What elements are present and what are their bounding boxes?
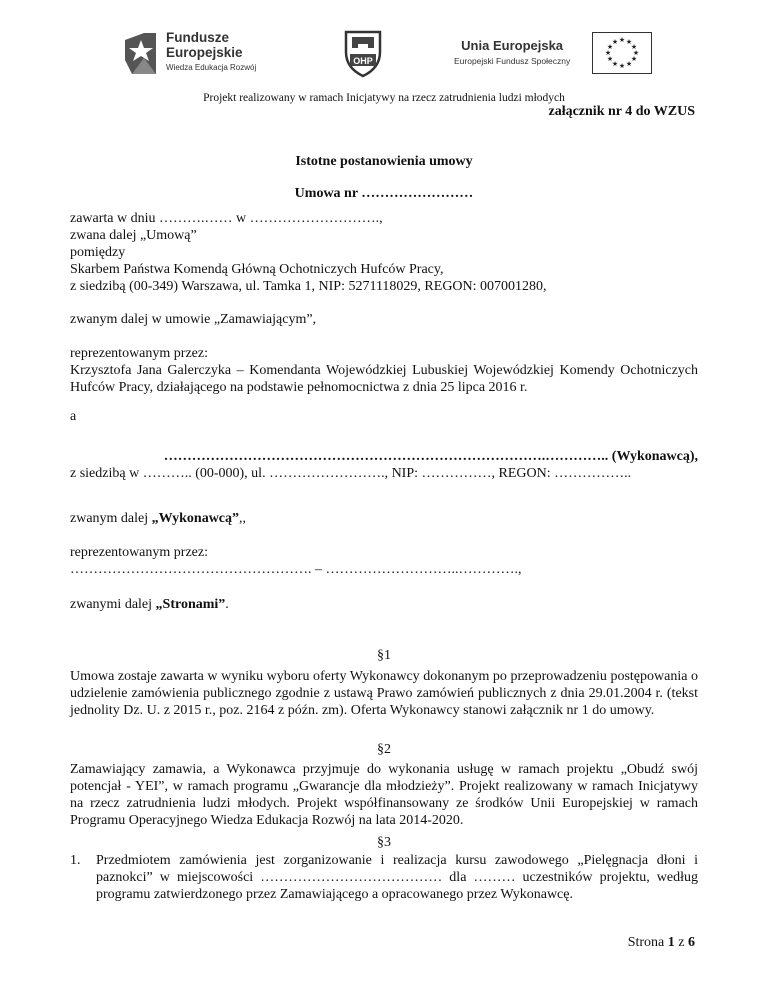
svg-text:★: ★	[630, 43, 638, 51]
wykonawca-alias	[70, 510, 698, 527]
footer-page-number: 1	[667, 935, 675, 950]
wykonawca-alias-pre: zwanym dalej	[70, 511, 152, 526]
footer-mid: z	[674, 935, 688, 950]
document-title: Istotne postanowienia umowy	[295, 154, 473, 169]
ohp-label: OHP	[353, 56, 373, 66]
svg-text:★: ★	[618, 36, 626, 44]
svg-text:★: ★	[606, 43, 614, 51]
ue-text-block	[454, 38, 570, 66]
svg-text:★: ★	[611, 60, 619, 68]
svg-text:★: ★	[625, 38, 633, 46]
fe-line1: Fundusze	[166, 30, 229, 45]
fe-line3: Wiedza Edukacja Rozwój	[166, 63, 257, 72]
ue-line2: Europejski Fundusz Społeczny	[454, 56, 571, 66]
ohp-shield-icon	[340, 28, 386, 78]
representative-2-label: reprezentowanym przez:	[70, 545, 208, 560]
svg-text:★: ★	[632, 49, 640, 57]
strony-alias-bold: „Stronami”	[155, 597, 226, 612]
fe-text-block	[166, 30, 256, 72]
representative-1-text: Krzysztofa Jana Galerczyka – Komendanta Wojewódzkiej Lubuskiej Wojewódzkiej Komendy Ochotniczych Hufców Pracy, działającego na podstawie pełnomocnictwa z dnia 25 lipca 2016 r.	[70, 363, 698, 395]
wykonawca-alias-post: ,,	[239, 511, 247, 526]
section-3-heading: §3	[377, 835, 391, 850]
intro-line-3: pomiędzy	[70, 245, 126, 260]
svg-text:★: ★	[606, 55, 614, 63]
svg-text:★: ★	[630, 55, 638, 63]
section-3-item-1	[70, 852, 698, 903]
contract-number: Umowa nr ……………………	[294, 186, 474, 201]
wykonawca-name-line: ……………………………………………………………………….………….. (Wykonawcą),	[163, 449, 698, 464]
wykonawca-address-line: z siedzibą w ……….. (00-000), ul. ……………………., NIP: ……………, REGON: ……………..	[70, 466, 632, 481]
section-3-item-text: Przedmiotem zamówienia jest zorganizowanie i realizacja kursu zawodowego „Pielęgnacja dłoni i paznokci” w miejscowości ………………………………… dla ……… uczestników projektu, według programu zatwierdzonego przez Zamawiającego a opracowanego przez Wykonawcę.	[96, 853, 698, 902]
representative-1-label: reprezentowanym przez:	[70, 346, 208, 361]
logo-bar	[0, 28, 768, 84]
strony-alias	[70, 596, 698, 613]
attachment-label: załącznik nr 4 do WZUS	[548, 104, 695, 119]
strony-alias-pre: zwanymi dalej	[70, 597, 156, 612]
ue-line1: Unia Europejska	[461, 38, 564, 53]
project-header-line: Projekt realizowany w ramach Inicjatywy na rzecz zatrudnienia ludzi młodych	[203, 92, 565, 104]
intro-line-2: zwana dalej „Umową”	[70, 228, 197, 243]
footer-prefix: Strona	[627, 935, 668, 950]
intro-line-1: zawarta w dniu ……….…… w ……………………….,	[70, 211, 383, 226]
fe-line2: Europejskie	[166, 45, 243, 60]
svg-text:★: ★	[618, 62, 626, 70]
strony-alias-post: .	[225, 597, 229, 612]
section-2-heading: §2	[377, 742, 391, 757]
svg-text:★: ★	[604, 49, 612, 57]
section-1-text: Umowa zostaje zawarta w wyniku wyboru oferty Wykonawcy dokonanym po przeprowadzeniu postępowania o udzielenie zamówienia publicznego zgodnie z ustawą Prawo zamówień publicznych z dnia 29.01.2004 r. (tekst jednolity Dz. U. z 2015 r., poz. 2164 z późn. zm). Oferta Wykonawcy stanowi załącznik nr 1 do umowy.	[70, 669, 698, 718]
section-3-item-number: 1.	[70, 853, 81, 868]
intro-line-5: z siedzibą (00-349) Warszawa, ul. Tamka 1, NIP: 5271118029, REGON: 007001280,	[70, 279, 547, 294]
svg-text:★: ★	[625, 60, 633, 68]
representative-2-text: ……………………………………………. – ………………………..………….,	[70, 562, 522, 577]
conjunction-a: a	[70, 409, 77, 424]
intro-block	[70, 210, 698, 295]
wykonawca-alias-bold: „Wykonawcą”	[151, 511, 240, 526]
intro-line-4: Skarbem Państwa Komendą Główną Ochotniczych Hufców Pracy,	[70, 262, 444, 277]
zamawiajacy-alias: zwanym dalej w umowie „Zamawiającym”,	[70, 312, 317, 327]
fundusze-europejskie-logo	[122, 30, 256, 76]
eu-flag-icon	[592, 32, 652, 74]
section-2-text: Zamawiający zamawia, a Wykonawca przyjmuje do wykonania usługę w ramach projektu „Obudź swój potencjał - YEI”, w ramach programu „Gwarancje dla młodzieży”. Projekt realizowany w ramach Inicjatywy na rzecz zatrudnienia ludzi młodych. Projekt współfinansowany ze środków Unii Europejskiej w ramach Programu Operacyjnego Wiedza Edukacja Rozwój na lata 2014-2020.	[70, 762, 698, 828]
ohp-logo	[340, 28, 386, 83]
fe-star-icon	[122, 30, 160, 76]
svg-text:★: ★	[611, 38, 619, 46]
page-footer	[628, 935, 695, 951]
footer-total-pages: 6	[688, 935, 695, 950]
section-1-heading: §1	[377, 648, 391, 663]
